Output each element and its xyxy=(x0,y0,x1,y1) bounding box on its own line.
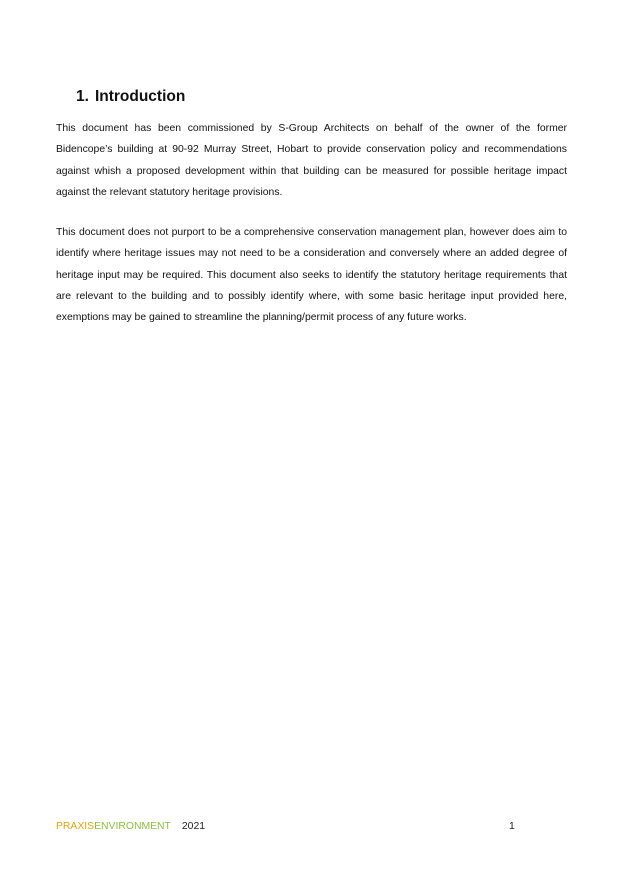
section-title: Introduction xyxy=(94,88,186,105)
section-number: 1. xyxy=(76,88,89,105)
footer-brand-praxis: PRAXIS xyxy=(56,821,95,832)
footer-year: 2021 xyxy=(181,821,206,832)
page-number: 1 xyxy=(509,821,515,832)
footer-brand-environment: ENVIRONMENT xyxy=(94,821,171,832)
body-paragraph-2: This document does not purport to be a comprehensive conservation management plan, however does aim to identify where heritage issues may not need to be a consideration and conversely where an added degree of heritage input may be required. This document also seeks to identify the statutory heritage requirements that are relevant to the building and to possibly identify where, with some basic heritage input provided here, exemptions may be gained to streamline the planning/permit process of any future works. xyxy=(56,227,567,324)
section-heading xyxy=(76,88,185,106)
page-footer xyxy=(56,821,205,832)
body-paragraph-1: This document has been commissioned by S-Group Architects on behalf of the owner of the former Bidencope’s building at 90-92 Murray Street, Hobart to provide conservation policy and recommendations against whish a proposed development within that building can be measured for possible heritage impact against the relevant statutory heritage provisions. xyxy=(56,123,567,198)
